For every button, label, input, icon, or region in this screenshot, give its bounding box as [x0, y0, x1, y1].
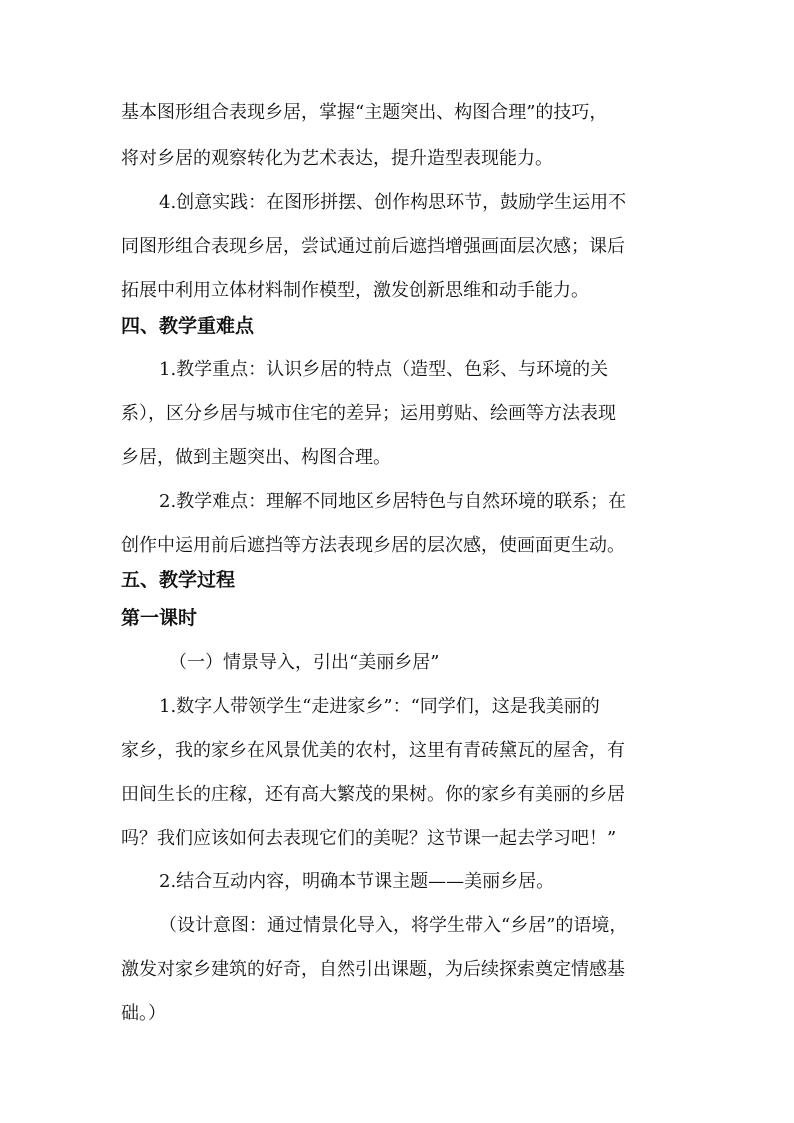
paragraph-line: 田间生长的庄稼，还有高大繁茂的果树。你的家乡有美丽的乡居 — [121, 784, 625, 805]
paragraph-line: 1.数字人带领学生“走进家乡”：“同学们，这是我美丽的 — [159, 696, 600, 717]
paragraph-line: 2.教学难点：理解不同地区乡居特色与自然环境的联系；在 — [159, 491, 627, 512]
paragraph-line: 吗？我们应该如何去表现它们的美呢？这节课一起去学习吧！” — [121, 828, 617, 849]
paragraph-line: 同图形组合表现乡居，尝试通过前后遮挡增强画面层次感；课后 — [121, 236, 625, 257]
section-heading: 五、教学过程 — [121, 569, 236, 591]
paragraph-line: 4.创意实践：在图形拼摆、创作构思环节，鼓励学生运用不 — [159, 192, 627, 213]
section-heading: 四、教学重难点 — [121, 315, 255, 337]
paragraph-line: 2.结合互动内容，明确本节课主题——美丽乡居。 — [159, 871, 555, 892]
paragraph-line: 础。） — [121, 1003, 166, 1024]
paragraph-line: 基本图形组合表现乡居，掌握“主题突出、构图合理”的技巧， — [121, 102, 608, 123]
paragraph-line: 乡居，做到主题突出、构图合理。 — [121, 447, 391, 468]
subsection-heading: 第一课时 — [121, 607, 198, 629]
paragraph-line: 1.教学重点：认识乡居的特点（造型、色彩、与环境的关 — [159, 359, 609, 380]
paragraph-line: 激发对家乡建筑的好奇，自然引出课题，为后续探索奠定情感基 — [121, 959, 625, 980]
paragraph-line: 将对乡居的观察转化为艺术表达，提升造型表现能力。 — [121, 148, 553, 169]
paragraph-line: 系），区分乡居与城市住宅的差异；运用剪贴、绘画等方法表现 — [121, 403, 616, 424]
paragraph-line: 创作中运用前后遮挡等方法表现乡居的层次感，使画面更生动。 — [121, 535, 625, 556]
paragraph-line: 拓展中利用立体材料制作模型，激发创新思维和动手能力。 — [121, 280, 589, 301]
paragraph-line: （设计意图：通过情景化导入，将学生带入“乡居”的语境， — [159, 915, 628, 936]
paragraph-line: 家乡，我的家乡在风景优美的农村，这里有青砖黛瓦的屋舍，有 — [121, 740, 625, 761]
paragraph-line: （一）情景导入，引出“美丽乡居” — [169, 652, 440, 673]
